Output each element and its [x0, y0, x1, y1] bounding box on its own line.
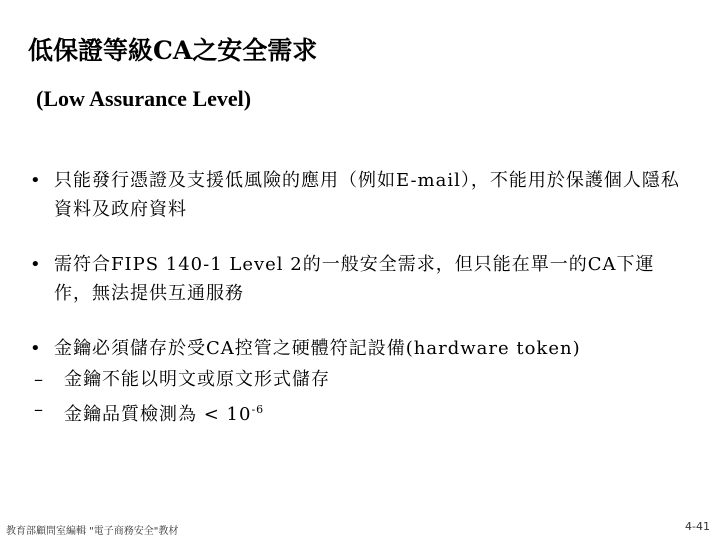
- bullet-text: 需符合FIPS 140-1 Level 2的一般安全需求，但只能在單一的CA下運作，無法提供互通服務: [54, 254, 655, 304]
- bullet-list: [28, 166, 688, 430]
- sub-text: 金鑰不能以明文或原文形式儲存: [64, 369, 330, 390]
- slide-title: 低保證等級CA之安全需求: [28, 36, 318, 65]
- page-number: 4-41: [685, 520, 710, 533]
- sub-item: [34, 395, 688, 430]
- bullet-item: [28, 166, 688, 224]
- sub-marker: –: [34, 369, 44, 390]
- sub-item: [34, 365, 688, 395]
- bullet-marker: •: [30, 254, 41, 275]
- footer-credit: 教育部顧問室編輯 "電子商務安全"教材: [6, 526, 179, 537]
- bullet-marker: •: [30, 338, 41, 359]
- sub-superscript: -6: [251, 403, 265, 416]
- bullet-item: [28, 250, 688, 308]
- bullet-item: [28, 334, 688, 363]
- bullet-text: 只能發行憑證及支援低風險的應用（例如E-mail），不能用於保護個人隱私資料及政府資料: [54, 170, 680, 220]
- sub-marker: –: [34, 399, 44, 420]
- bullet-text: 金鑰必須儲存於受CA控管之硬體符記設備(hardware token): [54, 338, 581, 359]
- slide-subtitle: (Low Assurance Level): [36, 86, 252, 111]
- sub-text: 金鑰品質檢測為 < 10: [64, 404, 252, 425]
- bullet-marker: •: [30, 170, 41, 191]
